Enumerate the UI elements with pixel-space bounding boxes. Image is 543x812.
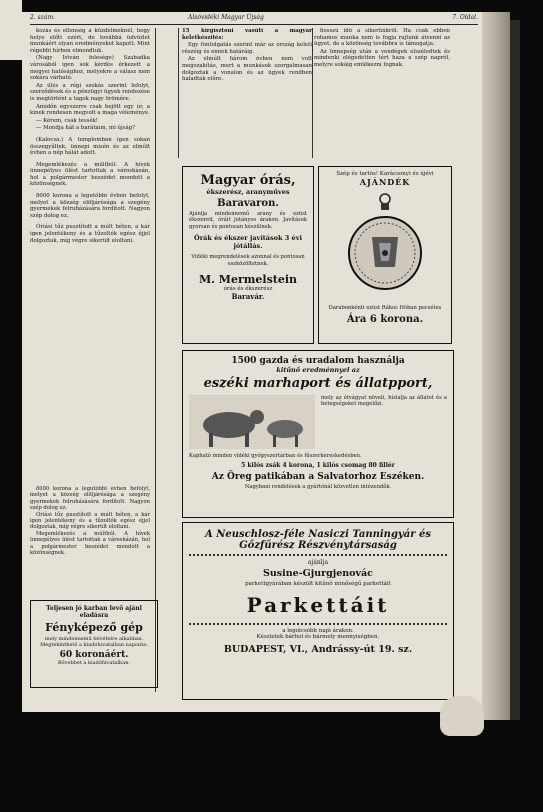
article-paragraph: Óriási tűz pusztított a múlt héten, a kár igen jelentékeny és a tűzoltók egész éjjel dolgoztak, míg végre sikerült eloltani. [30, 224, 150, 244]
article-paragraph: Amidőn egyszerre csak bejött egy úr, a kinek rendesen megvolt a maga véleménye. [30, 103, 150, 117]
ad-price: Ára 6 korona. [346, 314, 424, 325]
ad-guarantee: Órák és ékszer javítások 3 évi jótállás. [194, 234, 302, 251]
camera-advertisement [30, 600, 158, 688]
ad-brand: Susine-Gjurgjenovác [263, 568, 373, 579]
ad-place: Baravár. [231, 292, 265, 302]
article-paragraph: Az elmúlt három évben nem volt megszakítás, mert a munkások szorgalmasan dolgoztak a vonalon és az ügyek rendben haladtak előre. [182, 56, 312, 83]
ad-product: Parkettáit [246, 593, 390, 617]
pocket-watch-icon [346, 191, 424, 301]
article-paragraph: Az ünnepség után a vendégek elszéledtek és mindenki elégedetten tért haza a szép napról, melyre sokáig emlékezni fognak. [314, 48, 450, 68]
ad-note-1: a legolcsóbb napi árakon. [282, 628, 354, 634]
article-column-2 [182, 28, 312, 160]
jeweler-advertisement [182, 166, 314, 344]
ad-address: BUDAPEST, VI., Andrássy-út 19. sz. [223, 644, 413, 655]
cattle-powder-advertisement [182, 350, 454, 518]
book-binding [482, 12, 510, 720]
page-number: 7. Oldal. [452, 14, 478, 21]
column-separator [312, 28, 313, 158]
photo-edge [0, 0, 22, 60]
newspaper-title: Alsóvidéki Magyar Újság [188, 14, 264, 21]
article-paragraph: Óriási tűz pusztított a múlt héten, a kár igen jelentékeny és a tűzoltók egész éjjel dolgoztak, míg végre sikerült eloltani. [30, 511, 150, 531]
ad-price: 60 koronáért. [59, 650, 129, 660]
ad-footer: Nagybani rendelések a gyártónál közvetlen intézendők. [244, 484, 392, 491]
article-paragraph: Megemlékezés a múltból. A hívek ünnepélyes ülést tartottak a városházán, hol a polgármester beszédet mondott a közönségnek. [30, 530, 150, 557]
ad-title: Fényképező gép [45, 621, 143, 634]
ad-body-2: Kapható minden vidéki gyógyszertárban és fűszerkereskedésben. [189, 453, 362, 459]
issue-number: 2. szám. [30, 14, 56, 21]
ad-maker: Az Öreg patikában a Salvatorhoz Eszéken. [211, 472, 425, 483]
ad-subtitle: ajánlja [307, 559, 329, 566]
ad-price: 5 kilós zsák 4 korona, 1 kilós csomag 80 fillér [241, 462, 395, 470]
ad-subtitle: ékszerész, aranyműves [206, 188, 290, 196]
ad-top: 1500 gazda és uradalom használja [231, 356, 405, 366]
article-paragraph: hosszú idő a sikerünkről. Ha csak ebben rohamos munka nem is fogja rajtunk átvenni az ügyet, de a közönség továbbra is támogatja. [314, 28, 450, 48]
ad-title: eszéki marhaport és állatpport, [203, 376, 433, 391]
ad-subtitle: kitűnő eredménnyel az [276, 366, 360, 374]
article-paragraph: (Nagy István felesége) Szabadka városából igen sok kérdés érkezett a megyei hatósághoz, melyekre a válasz nem sokára várható. [30, 55, 150, 82]
ad-title: Magyar órás, [200, 173, 296, 188]
ad-town: Baravaron. [217, 198, 279, 209]
article-paragraph: — Mondja hát a barátaim, mi újság? [36, 125, 135, 132]
article-column-1-lower [30, 486, 150, 594]
ad-company: A Neuschlosz-féle Nasiczi Tanningyár és [205, 529, 431, 540]
article-paragraph: 8000 korona a legutóbbi évben befolyt, melyet a község elöljárósága a szegény gyermekek felruházására fordított. Nagyon szép dolog ez. [30, 486, 150, 512]
ad-footer: Bővebbet a kiadóhivatalban. [57, 660, 131, 666]
ad-body: parkettgyárában készült kitűnő minőségű parkettáit [245, 581, 391, 587]
article-column-1 [30, 28, 150, 482]
ad-footer: Vidéki megrendelések azonnal és pontosan eszközöltetnek. [191, 254, 305, 267]
ad-body: mely mindennemű felvételre alkalmas. Megtekinthető a kiadóhivatalban naponta. [40, 636, 148, 648]
parquet-advertisement [182, 522, 454, 700]
ad-body: mely az étvágyat növeli, hízlalja az állatot és a betegségeket megelőzi. [321, 395, 447, 408]
article-paragraph: kozás és ellenség a küzdelmeknél, hogy helye előtt ezért, de továbbá üdvözlet munkáért olyan eredményeket kapott. Mint régebbi hírben elmondtuk. [30, 28, 150, 54]
ad-top: Szép és tartós! Karácsonyi és újévi [336, 171, 434, 177]
article-heading: 15 kirgisztoni vasúti a magyar keletkészítés: [182, 28, 312, 41]
thumb [440, 696, 484, 736]
article-paragraph: (Kalocsa.) A templomban igen sokan összegyűltek, ünnepi misén és az elmúlt évben a nép hálát adott. [30, 136, 150, 157]
column-separator [178, 28, 179, 158]
header-rule [30, 24, 478, 25]
article-paragraph: Az ülés a régi szokás szerint lefolyt, szerződések és a pénzügyi ügyek rendezése is megtörtént a tagok nagy örömére. [30, 82, 150, 102]
ad-title: AJÁNDÉK [359, 177, 411, 187]
ad-company-2: Gőzfűrész Részvénytársaság [239, 540, 397, 551]
ad-merchant-name: M. Mermelstein [198, 273, 298, 287]
binding-shadow [510, 20, 520, 720]
ad-caption: Darabonkénti ezüst Rákos Hóban pecsétes [328, 305, 442, 311]
article-paragraph: — Kérem, csak tessék! [36, 117, 98, 124]
article-paragraph: Egy fontolgatás szerint már az ország keleti részéig és ennek határáig. [182, 42, 312, 55]
article-paragraph: Megemlékezés a múltból. A hívek ünnepélyes ülést tartottak a városházán, hol a polgármester beszédet mondott a közönségnek. [30, 161, 150, 188]
ad-body: Ajánlja mindennemű arany és ezüst ékszereit, óráit jutányos árakon. Javítások gyorsan és pontosan készülnek. [189, 211, 307, 230]
article-column-3 [314, 28, 450, 160]
ad-note-2: Készletek bárhol és bármely mennyiségben. [256, 634, 380, 640]
ad-merchant-sub: órás és ékszerész [223, 286, 273, 293]
ad-top: Teljesen jó karban levő ajánl eladásra [46, 605, 142, 619]
cattle-illustration-icon [189, 395, 315, 449]
gift-watch-advertisement [318, 166, 452, 344]
article-paragraph: 8000 korona a legutóbbi évben befolyt, melyet a község elöljárósága a szegény gyermekek felruházására fordított. Nagyon szép dolog ez. [30, 193, 150, 219]
column-separator [155, 28, 156, 692]
